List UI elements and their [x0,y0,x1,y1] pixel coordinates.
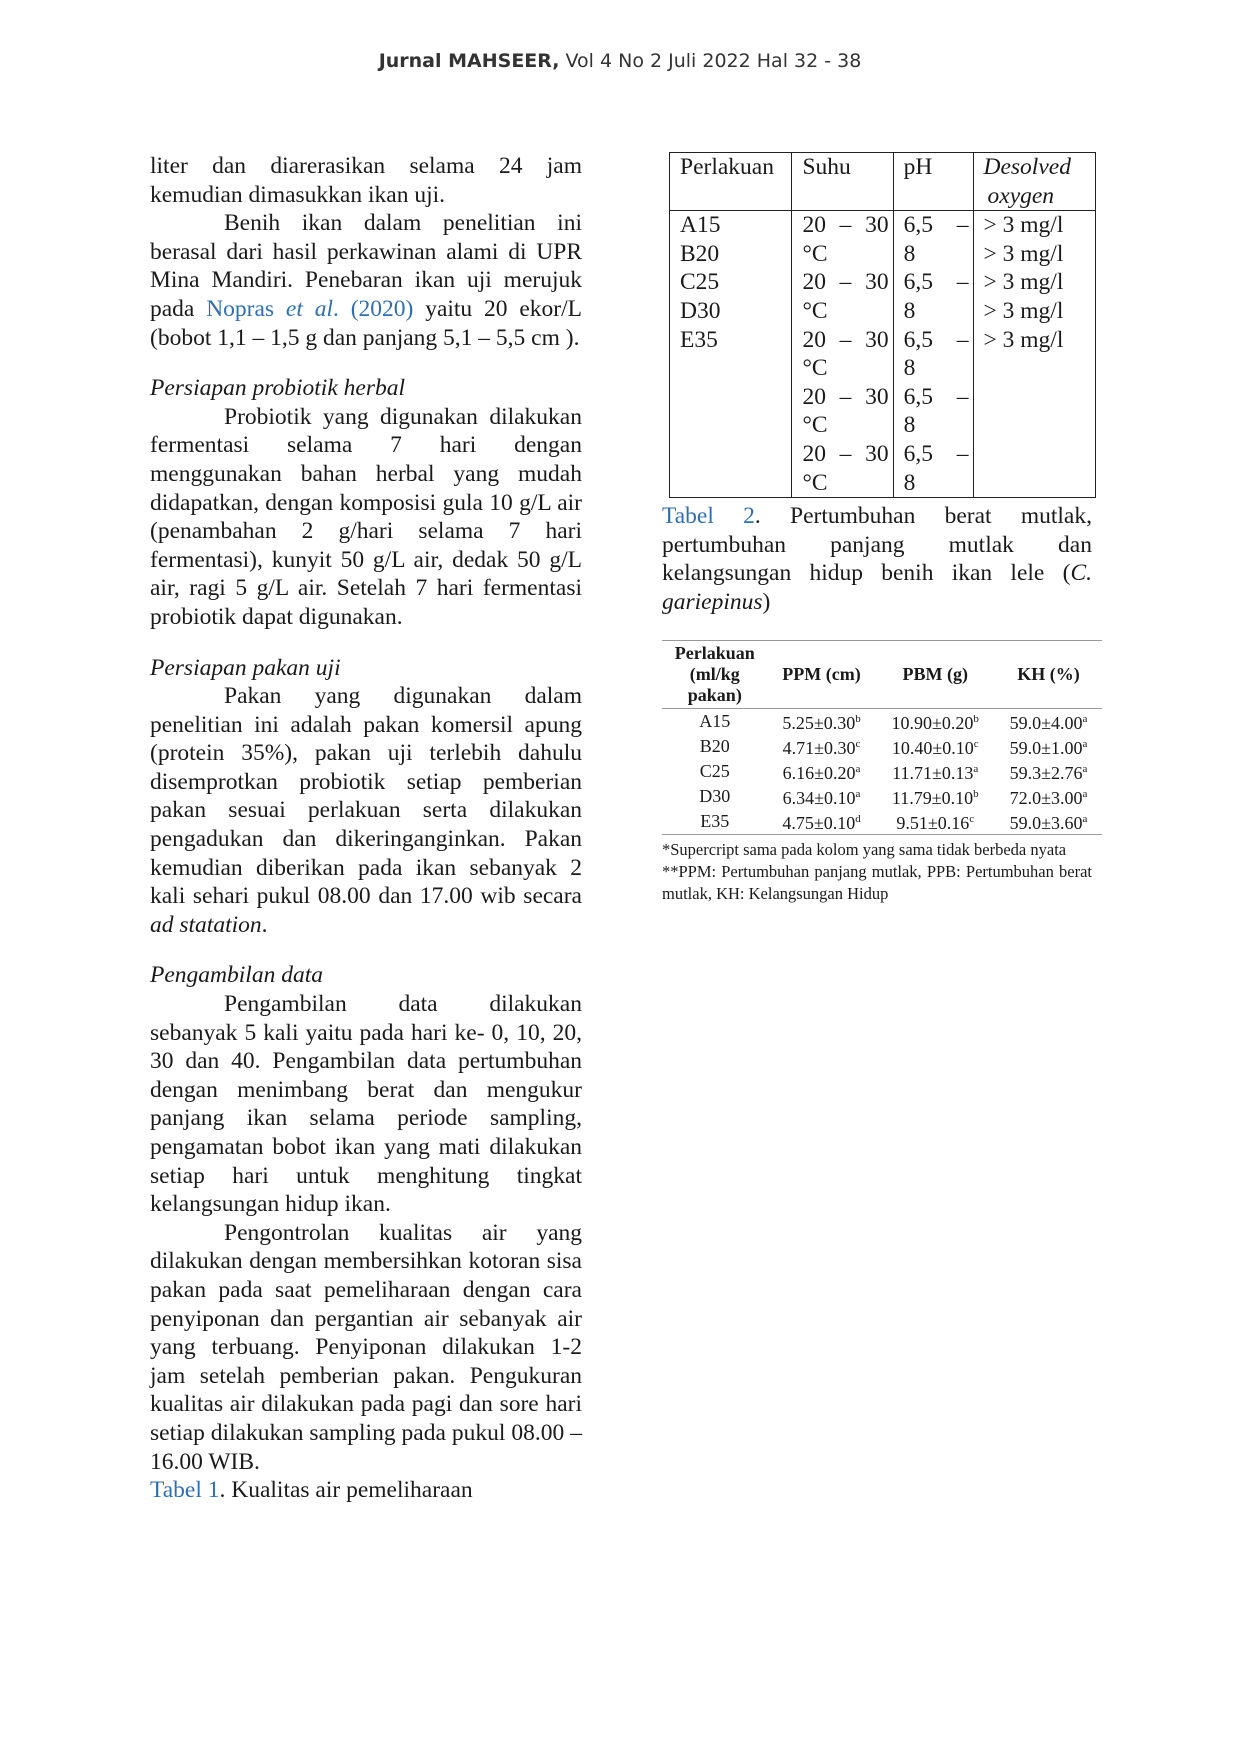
paragraph: Pakan yang digunakan dalam penelitian ini adalah pakan komersil apung (protein 35%), pakan uji terlebih dahulu disemprotkan probiotik setiap pemberian pakan sesuai perlakuan serta dilakukan pengadukan dan dikeringanginkan. Pakan kemudian diberikan pada ikan sebanyak 2 kali sehari pukul 08.00 dan 17.00 wib secara ad statation. [150,683,582,938]
treatment-cell: B20 [699,736,730,756]
kh-cell: 72.0±3.00$^a$ [1009,788,1088,808]
table-footnote: **PPM: Pertumbuhan panjang mutlak, PPB: Pertumbuhan berat mutlak, KH: Kelangsungan Hidup [662,862,1092,903]
kh-cell: 59.0±1.00$^a$ [1009,738,1088,758]
table-row [662,709,1102,735]
ppm-cell: 4.71±0.30$^c$ [782,738,861,758]
kh-cell: 59.3±2.76$^a$ [1009,763,1088,783]
table-row [662,759,1102,784]
table-row [662,809,1102,835]
header-cell: Perlakuan (ml/kg pakan) [662,641,768,709]
ppm-cell: 4.75±0.10$^d$ [768,809,876,835]
paragraph: liter dan diarerasikan selama 24 jam kemudian dimasukkan ikan uji. [150,153,582,208]
right-column [662,152,1092,905]
treatment-cell: D30 [699,786,731,806]
treatment-cell: C25 [699,761,730,781]
oxygen-cell: > 3 mg/l > 3 mg/l > 3 mg/l > 3 mg/l > 3 mg/l [973,211,1095,498]
table2-caption: Tabel 2. Pertumbuhan berat mutlak, pertumbuhan panjang mutlak dan kelangsungan hidup benih ikan lele (C. gariepinus) [662,503,1092,615]
header-cell: PPM (cm) [768,641,876,709]
section-heading: Persiapan probiotik herbal [150,375,406,402]
table-header-row [670,153,1096,211]
table-row [662,784,1102,809]
table1-caption: Tabel 1. Kualitas air pemeliharaan [150,1477,473,1504]
citation-link[interactable]: Nopras et al. (2020) [206,295,414,322]
table2-link[interactable]: Tabel 2 [662,503,755,530]
growth-table [662,640,1102,835]
section-heading: Pengambilan data [150,962,323,989]
treatment-cell: A15 B20 C25 D30 E35 [670,211,792,498]
table1-link[interactable]: Tabel 1 [150,1477,220,1504]
journal-issue: Vol 4 No 2 Juli 2022 Hal 32 - 38 [559,50,862,72]
paragraph: Pengambilan data dilakukan sebanyak 5 kali yaitu pada hari ke- 0, 10, 20, 30 dan 40. Pengambilan data pertumbuhan dengan menimbang berat dan mengukur panjang ikan selama periode sampling, pengamatan bobot ikan yang mati dilakukan setiap hari untuk menghitung tingkat kelangsungan hidup ikan. [150,991,582,1218]
kh-cell: 59.0±3.60$^a$ [995,809,1102,835]
table-row [662,734,1102,759]
temperature-cell: 20 – 30 °C 20 – 30 °C 20 – 30 °C 20 – 30 °C 20 – 30 °C [792,211,893,498]
treatment-cell: E35 [662,809,768,835]
left-column [150,152,582,1505]
ppm-cell: 5.25±0.30$^b$ [782,713,861,733]
header-cell: PBM (g) [875,641,995,709]
table-footnote: *Supercript sama pada kolom yang sama tidak berbeda nyata [662,840,1067,859]
header-cell: KH (%) [995,641,1102,709]
pbm-cell: 9.51±0.16$^c$ [875,809,995,835]
paragraph: Benih ikan dalam penelitian ini berasal dari hasil perkawinan alami di UPR Mina Mandiri. Penebaran ikan uji merujuk pada Nopras et al. (2020) yaitu 20 ekor/L (bobot 1,1 – 1,5 g dan panjang 5,1 – 5,5 cm ). [150,210,582,351]
paragraph: Pengontrolan kualitas air yang dilakukan dengan membersihkan kotoran sisa pakan pada saat pemeliharaan dengan cara penyiponan dan pergantian air sebanyak air yang terbuang. Penyiponan dilakukan 1-2 jam setelah pemberian pakan. Pengukuran kualitas air dilakukan pada pagi dan sore hari setiap dilakukan sampling pada pukul 08.00 – 16.00 WIB. [150,1219,582,1475]
ppm-cell: 6.34±0.10$^a$ [782,788,861,808]
table-row [670,211,1096,498]
table-header-row [662,641,1102,709]
ph-cell: 6,5 – 8 6,5 – 8 6,5 – 8 6,5 – 8 6,5 – 8 [893,211,973,498]
pbm-cell: 10.90±0.20$^b$ [891,713,979,733]
pbm-cell: 11.79±0.10$^b$ [891,788,979,808]
header-cell: Desolved oxygen [973,153,1095,211]
water-quality-table [669,152,1096,498]
paragraph: Probiotik yang digunakan dilakukan fermentasi selama 7 hari dengan menggunakan bahan herbal yang mudah didapatkan, dengan komposisi gula 10 g/L air (penambahan 2 g/hari selama 7 hari fermentasi), kunyit 50 g/L air, dedak 50 g/L air, ragi 5 g/L air. Setelah 7 hari fermentasi probiotik dapat digunakan. [150,403,582,630]
pbm-cell: 11.71±0.13$^a$ [892,763,979,783]
header-cell: Suhu [792,153,893,211]
page-header [0,50,1240,72]
journal-name: Jurnal MAHSEER, [378,50,560,72]
section-heading: Persiapan pakan uji [150,654,341,681]
treatment-cell: A15 [699,711,731,731]
header-cell: pH [893,153,973,211]
pbm-cell: 10.40±0.10$^c$ [891,738,979,758]
ppm-cell: 6.16±0.20$^a$ [782,763,861,783]
header-cell: Perlakuan [670,153,792,211]
kh-cell: 59.0±4.00$^a$ [1009,713,1088,733]
